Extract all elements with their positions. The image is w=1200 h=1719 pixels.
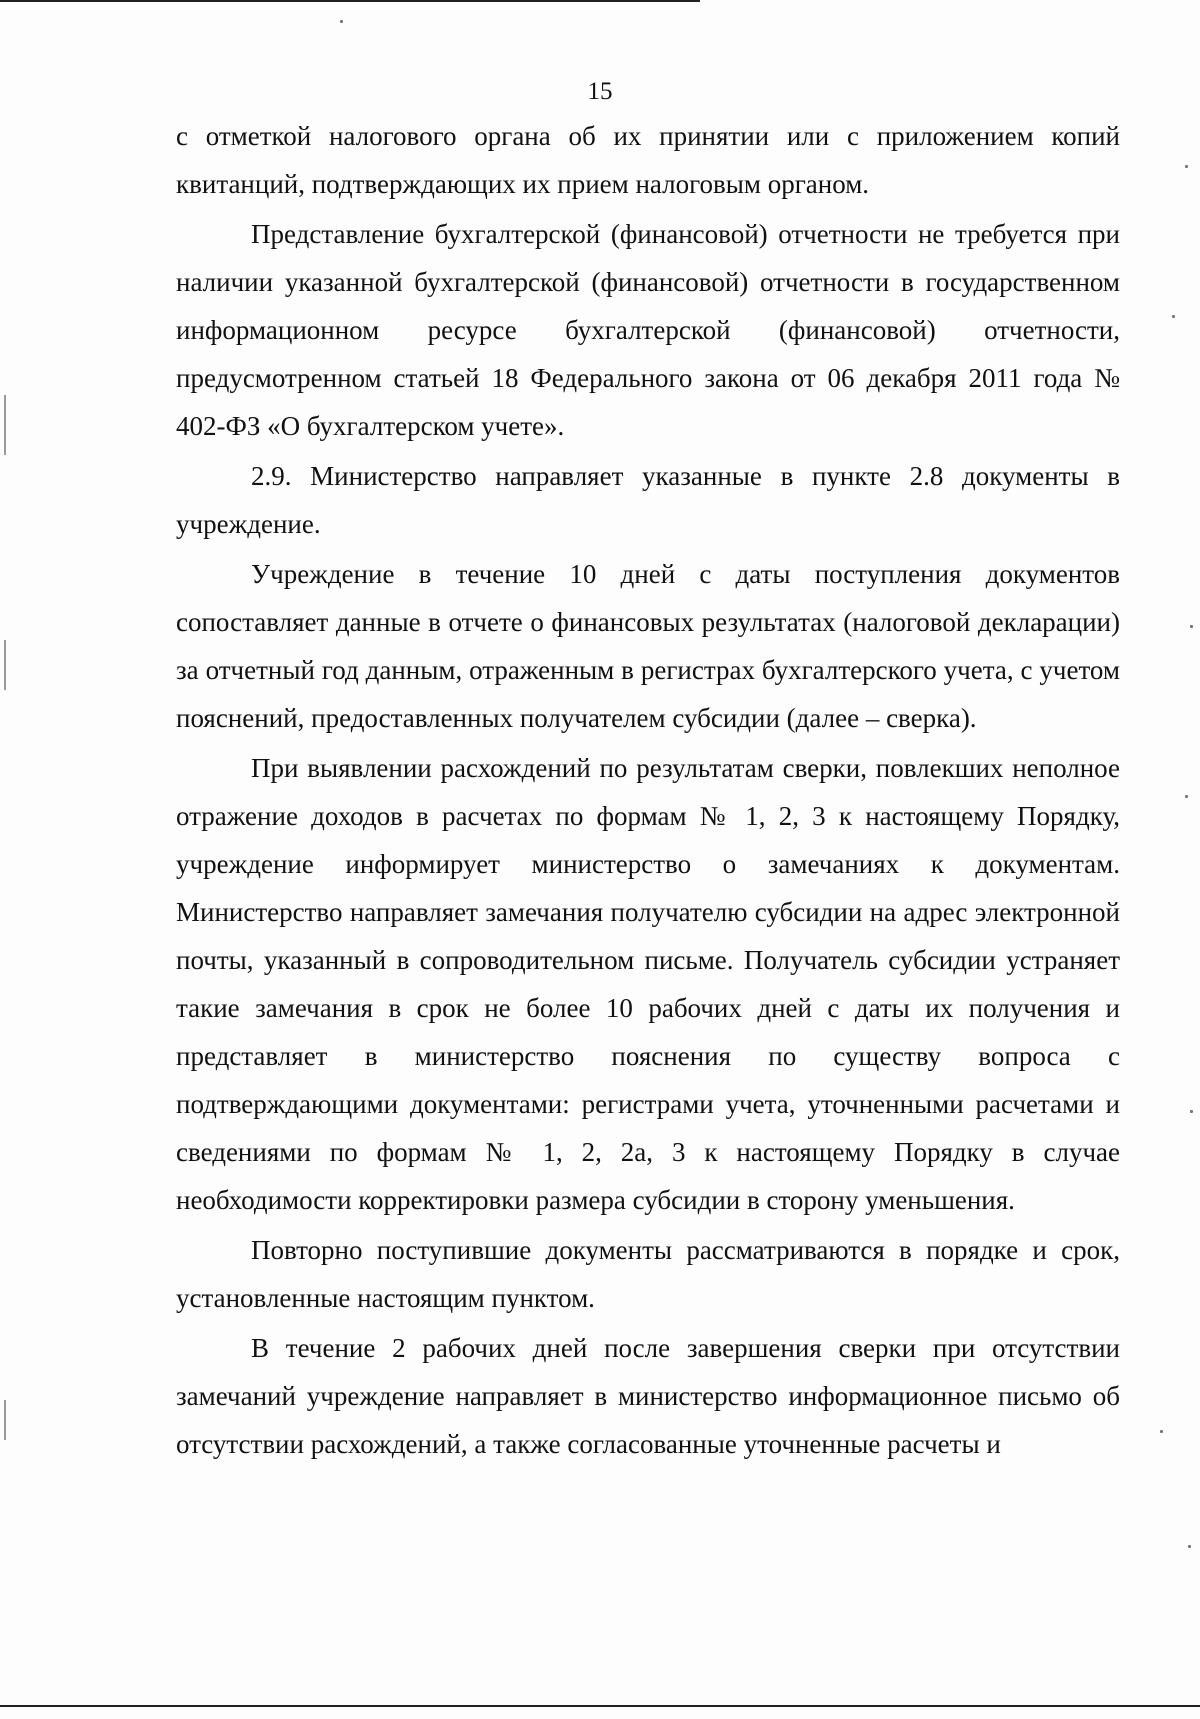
scan-speck: [1185, 795, 1188, 798]
paragraph-reporting-exemption: Представление бухгалтерской (финансовой) отчетности не требуется при наличии указанной бухгалтерской (финансовой) отчетности в государственном информационном ресурсе бухгалтерской (финансовой) отчетности, предусмотренном статьей 18 Федерального закона от 06 декабря 2011 года № 402-ФЗ «О бухгалтерском учете».: [176, 219, 1120, 441]
paragraph-2-9: 2.9. Министерство направляет указанные в пункте 2.8 документы в учреждение.: [176, 461, 1120, 539]
paragraph-completion: В течение 2 рабочих дней после завершения сверки при отсутствии замечаний учреждение направляет в министерство информационное письмо об отсутствии расхождений, а также согласованные уточненные расчеты и: [176, 1333, 1120, 1459]
scan-bottom-border: [0, 1705, 1200, 1707]
scan-speck: [1188, 1545, 1191, 1548]
scan-left-mark: [4, 640, 6, 690]
scan-speck: [340, 20, 343, 23]
paragraph-continuation: с отметкой налогового органа об их принятии или с приложением копий квитанций, подтверждающих их прием налоговым органом.: [176, 121, 1120, 199]
document-body: [176, 112, 1120, 1468]
scan-speck: [1190, 625, 1193, 628]
scan-speck: [1172, 315, 1175, 318]
paragraph-resubmission: Повторно поступившие документы рассматриваются в порядке и срок, установленные настоящим пунктом.: [176, 1235, 1120, 1313]
scan-speck: [1160, 1430, 1163, 1433]
paragraph-discrepancies: При выявлении расхождений по результатам сверки, повлекших неполное отражение доходов в расчетах по формам № 1, 2, 3 к настоящему Порядку, учреждение информирует министерство о замечаниях к документам. Министерство направляет замечания получателю субсидии на адрес электронной почты, указанный в сопроводительном письме. Получатель субсидии устраняет такие замечания в срок не более 10 рабочих дней с даты их получения и представляет в министерство пояснения по существу вопроса с подтверждающими документами: регистрами учета, уточненными расчетами и сведениями по формам № 1, 2, 2а, 3 к настоящему Порядку в случае необходимости корректировки размера субсидии в сторону уменьшения.: [176, 753, 1120, 1215]
scan-left-mark: [4, 395, 6, 455]
scan-top-border: [0, 0, 700, 2]
page-number: 15: [587, 78, 613, 105]
scan-left-mark: [4, 1400, 6, 1440]
scan-speck: [1185, 165, 1188, 168]
scan-speck: [1190, 1110, 1193, 1113]
paragraph-reconciliation: Учреждение в течение 10 дней с даты поступления документов сопоставляет данные в отчете о финансовых результатах (налоговой декларации) за отчетный год данным, отраженным в регистрах бухгалтерского учета, с учетом пояснений, предоставленных получателем субсидии (далее – сверка).: [176, 559, 1120, 733]
